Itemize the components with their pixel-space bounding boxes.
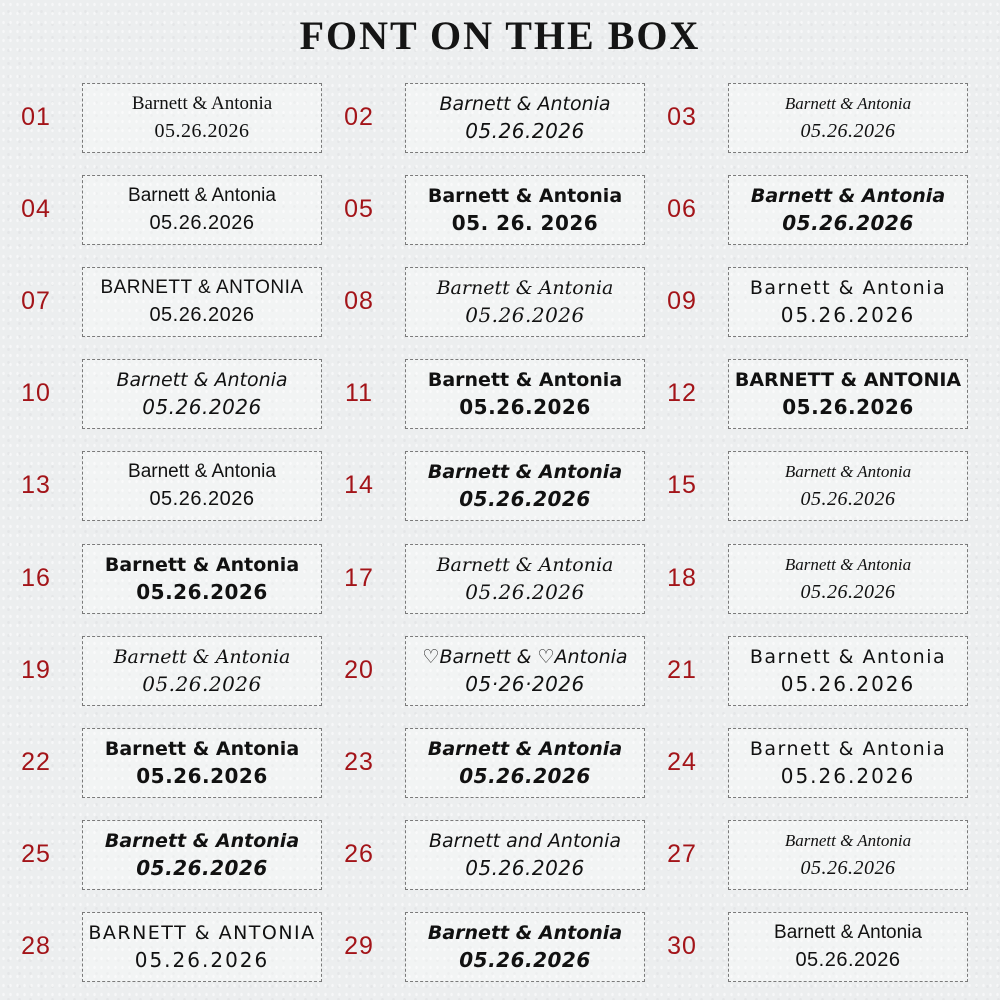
sample-names: Barnett & Antonia — [131, 93, 273, 114]
sample-date: 05.26.2026 — [149, 488, 255, 511]
sample-date: 05.26.2026 — [795, 948, 901, 971]
font-option-09[interactable] — [646, 267, 966, 341]
sample-names: Barnett & Antonia — [104, 737, 300, 760]
sample-date: 05.26.2026 — [780, 671, 916, 696]
sample-date: 05.26.2026 — [142, 671, 262, 696]
font-option-06[interactable] — [646, 175, 966, 249]
font-sample-box — [405, 912, 645, 982]
page-title: FONT ON THE BOX — [299, 13, 701, 58]
font-number: 04 — [21, 195, 51, 224]
font-option-12[interactable] — [646, 359, 966, 433]
font-sample-box — [728, 359, 968, 429]
font-number: 11 — [345, 379, 373, 408]
font-option-14[interactable] — [323, 451, 643, 525]
sample-names: Barnett & Antonia — [427, 369, 623, 392]
sample-names: Barnett & Antonia — [439, 93, 611, 115]
sample-names: Barnett & Antonia — [750, 185, 946, 208]
font-option-23[interactable] — [323, 728, 643, 802]
font-sample-box — [405, 636, 645, 706]
sample-date: 05.26.2026 — [800, 580, 896, 603]
font-sample-box — [82, 83, 322, 153]
sample-date: 05.26.2026 — [465, 579, 585, 604]
font-option-07[interactable] — [0, 267, 320, 341]
font-sample-box — [82, 820, 322, 890]
font-number: 05 — [344, 195, 374, 224]
font-sample-box — [82, 544, 322, 614]
sample-date: 05.26.2026 — [134, 947, 270, 972]
font-option-19[interactable] — [0, 636, 320, 710]
sample-names: Barnett & Antonia — [427, 921, 623, 944]
font-option-18[interactable] — [646, 544, 966, 618]
font-number: 02 — [344, 103, 374, 131]
font-number: 22 — [21, 747, 51, 776]
sample-names: Barnett & Antonia — [774, 921, 922, 943]
sample-date: 05.26.2026 — [142, 395, 262, 420]
font-number: 08 — [344, 287, 374, 316]
sample-names: Barnett & Antonia — [749, 737, 947, 760]
font-option-08[interactable] — [323, 267, 643, 341]
sample-names: Barnett & Antonia — [784, 830, 912, 850]
sample-names: Barnett & Antonia — [104, 829, 300, 852]
font-sample-box — [405, 451, 645, 521]
font-option-04[interactable] — [0, 175, 320, 249]
font-sample-box — [82, 175, 322, 245]
sample-names: Barnett & Antonia — [128, 461, 276, 483]
sample-date: 05.26.2026 — [136, 763, 268, 788]
font-option-29[interactable] — [323, 912, 643, 986]
font-sample-box — [82, 912, 322, 982]
font-sample-box — [728, 267, 968, 337]
font-number: 19 — [21, 655, 51, 684]
font-sample-box — [405, 83, 645, 153]
font-number: 03 — [667, 103, 697, 131]
font-number: 24 — [667, 747, 697, 776]
font-number: 25 — [21, 839, 51, 868]
sample-date: 05.26.2026 — [465, 303, 585, 328]
font-number: 06 — [667, 195, 697, 224]
font-number: 27 — [667, 839, 697, 868]
sample-date: 05.26.2026 — [459, 947, 591, 972]
font-sample-box — [82, 636, 322, 706]
font-option-10[interactable] — [0, 359, 320, 433]
font-sample-box — [728, 636, 968, 706]
font-number: 14 — [344, 471, 374, 500]
font-option-17[interactable] — [323, 544, 643, 618]
sample-names: Barnett & Antonia — [104, 553, 300, 576]
sample-date: 05.26.2026 — [800, 488, 896, 511]
sample-names: Barnett & Antonia — [749, 277, 947, 300]
sample-names: ♡Barnett & ♡Antonia — [422, 645, 628, 668]
sample-names: Barnett & Antonia — [427, 185, 623, 208]
font-number: 30 — [667, 931, 697, 960]
font-option-26[interactable] — [323, 820, 643, 894]
font-option-25[interactable] — [0, 820, 320, 894]
font-number: 10 — [21, 379, 51, 408]
font-number: 21 — [667, 655, 697, 684]
font-option-15[interactable] — [646, 451, 966, 525]
sample-date: 05.26.2026 — [459, 763, 591, 788]
font-option-13[interactable] — [0, 451, 320, 525]
font-option-27[interactable] — [646, 820, 966, 894]
sample-names: Barnett & Antonia — [749, 645, 947, 668]
font-number: 29 — [344, 931, 374, 960]
font-number: 16 — [21, 563, 51, 592]
font-option-03[interactable] — [646, 83, 966, 157]
font-number: 17 — [344, 563, 374, 592]
font-sample-box — [728, 175, 968, 245]
sample-names: Barnett & Antonia — [128, 185, 276, 207]
font-option-22[interactable] — [0, 728, 320, 802]
font-sample-box — [728, 544, 968, 614]
font-sample-box — [728, 83, 968, 153]
font-sample-box — [82, 728, 322, 798]
font-sample-box — [728, 728, 968, 798]
font-sample-box — [405, 544, 645, 614]
font-option-21[interactable] — [646, 636, 966, 710]
font-sample-box — [82, 451, 322, 521]
font-sample-box — [728, 912, 968, 982]
font-option-11[interactable] — [323, 359, 643, 433]
font-sample-box — [728, 820, 968, 890]
font-sample-box — [405, 175, 645, 245]
font-sample-box — [405, 359, 645, 429]
sample-date: 05.26.2026 — [800, 120, 896, 142]
font-number: 18 — [667, 563, 697, 592]
sample-date: 05.26.2026 — [459, 395, 591, 420]
sample-date: 05.26.2026 — [782, 395, 914, 420]
sample-date: 05.26.2026 — [154, 120, 250, 142]
font-option-01[interactable] — [0, 83, 320, 157]
font-number: 13 — [21, 471, 51, 500]
sample-date: 05·26·2026 — [465, 671, 585, 696]
sample-date: 05.26.2026 — [149, 212, 255, 235]
font-number: 01 — [21, 103, 51, 131]
sample-names: Barnett & Antonia — [113, 645, 291, 668]
sample-names: BARNETT & ANTONIA — [88, 921, 316, 944]
sample-date: 05.26.2026 — [780, 303, 916, 328]
sample-date: 05.26.2026 — [780, 763, 916, 788]
sample-names: Barnett & Antonia — [784, 94, 912, 113]
sample-names: Barnett & Antonia — [784, 462, 912, 482]
sample-date: 05.26.2026 — [459, 487, 591, 512]
font-option-16[interactable] — [0, 544, 320, 618]
font-number: 26 — [344, 839, 374, 868]
font-option-24[interactable] — [646, 728, 966, 802]
font-sample-box — [405, 820, 645, 890]
sample-date: 05.26.2026 — [149, 304, 255, 327]
font-number: 12 — [667, 379, 697, 408]
sample-names: Barnett & Antonia — [436, 553, 614, 576]
font-option-02[interactable] — [323, 83, 643, 157]
font-number: 09 — [667, 287, 697, 316]
sample-date: 05.26.2026 — [136, 855, 268, 880]
font-sample-box — [405, 267, 645, 337]
sample-names: Barnett & Antonia — [427, 461, 623, 484]
font-number: 23 — [344, 747, 374, 776]
font-number: 07 — [21, 287, 51, 316]
sample-names: Barnett & Antonia — [116, 369, 288, 392]
font-number: 20 — [344, 655, 374, 684]
font-sample-box — [728, 451, 968, 521]
sample-date: 05.26.2026 — [800, 856, 896, 879]
font-option-28[interactable] — [0, 912, 320, 986]
sample-date: 05.26.2026 — [782, 211, 914, 236]
font-option-30[interactable] — [646, 912, 966, 986]
font-number: 28 — [21, 931, 51, 960]
sample-names: BARNETT & ANTONIA — [100, 277, 304, 299]
sample-date: 05.26.2026 — [136, 579, 268, 604]
font-number: 15 — [667, 471, 697, 500]
sample-date: 05.26.2026 — [465, 855, 585, 880]
font-option-20[interactable] — [323, 636, 643, 710]
sample-names: BARNETT & ANTONIA — [734, 369, 962, 392]
font-sample-box — [82, 359, 322, 429]
sample-names: Barnett & Antonia — [784, 554, 912, 574]
sample-date: 05.26.2026 — [465, 119, 585, 143]
sample-names: Barnett & Antonia — [427, 737, 623, 760]
sample-names: Barnett and Antonia — [428, 829, 622, 852]
font-sample-box — [405, 728, 645, 798]
font-option-05[interactable] — [323, 175, 643, 249]
font-sample-box — [82, 267, 322, 337]
sample-date: 05. 26. 2026 — [451, 211, 599, 236]
sample-names: Barnett & Antonia — [436, 277, 614, 300]
